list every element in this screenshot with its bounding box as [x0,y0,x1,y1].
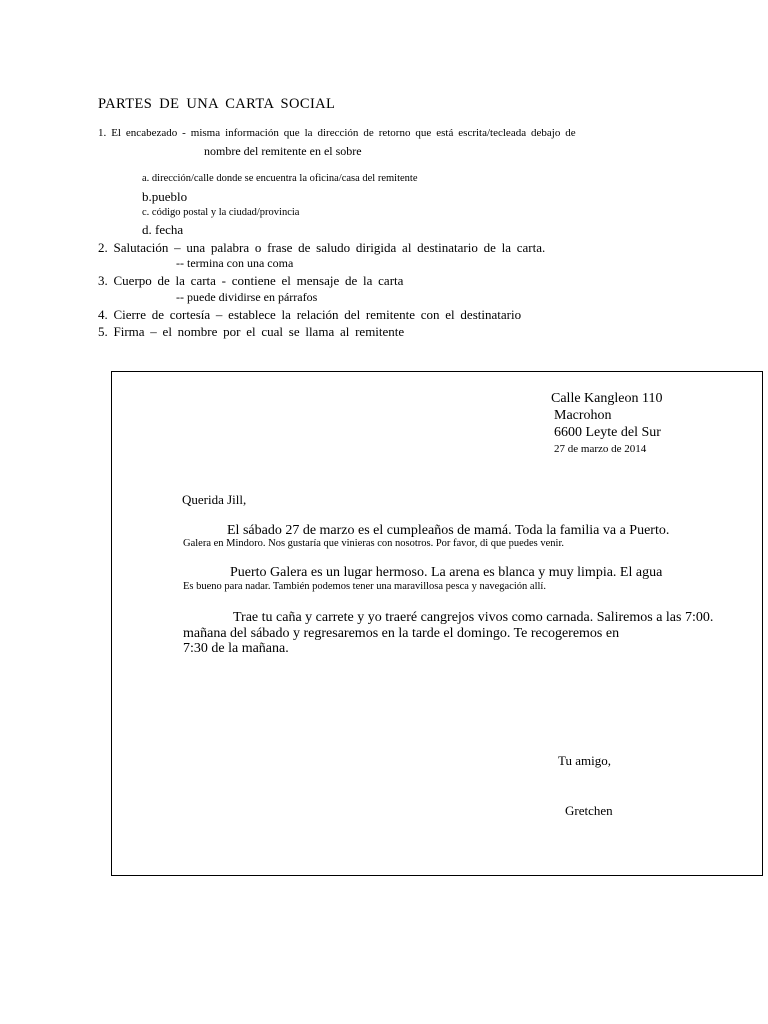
part-heading-line2: nombre del remitente en el sobre [204,144,362,158]
sample-letter [111,371,763,876]
heading-sub-b: b.pueblo [142,189,188,204]
letter-closing: Tu amigo, [558,753,611,768]
part-salutation: 2. Salutación – una palabra o frase de saludo dirigida al destinatario de la carta. [98,240,546,255]
letter-para1-line1: El sábado 27 de marzo es el cumpleaños de mamá. Toda la familia va a Puerto. [227,523,670,538]
letter-para2-line1: Puerto Galera es un lugar hermoso. La arena es blanca y muy limpia. El agua [230,565,663,580]
part-signature: 5. Firma – el nombre por el cual se llama al remitente [98,324,405,339]
part-heading-line1: 1. El encabezado - misma información que la dirección de retorno que está escrita/tecleada debajo de [98,127,576,139]
letter-para2-line2: Es bueno para nadar. También podemos tener una maravillosa pesca y navegación allí. [183,581,546,592]
letter-para3-line2: mañana del sábado y regresaremos en la tarde el domingo. Te recogeremos en [183,626,620,641]
document-title: PARTES DE UNA CARTA SOCIAL [98,96,336,112]
part-salutation-note: -- termina con una coma [176,256,294,270]
part-closing: 4. Cierre de cortesía – establece la relación del remitente con el destinatario [98,307,522,322]
letter-salutation: Querida Jill, [182,492,247,507]
letter-para3-line1: Trae tu caña y carrete y yo traeré cangrejos vivos como carnada. Saliremos a las 7:00. [233,610,714,625]
letter-signature: Gretchen [565,803,613,818]
letter-date: 27 de marzo de 2014 [554,443,647,455]
part-body: 3. Cuerpo de la carta - contiene el mensaje de la carta [98,273,404,288]
part-body-note: -- puede dividirse en párrafos [176,290,318,304]
heading-sub-a: a. dirección/calle donde se encuentra la oficina/casa del remitente [142,173,418,184]
letter-para1-line2: Galera en Mindoro. Nos gustaría que vinieras con nosotros. Por favor, di que puedes venir. [183,538,564,549]
letter-para3-line3: 7:30 de la mañana. [183,641,289,656]
heading-sub-c: c. código postal y la ciudad/provincia [142,207,300,218]
heading-sub-d: d. fecha [142,222,184,237]
address-street: Calle Kangleon 110 [551,391,663,406]
address-town: Macrohon [554,408,612,423]
address-zip-province: 6600 Leyte del Sur [554,425,661,440]
